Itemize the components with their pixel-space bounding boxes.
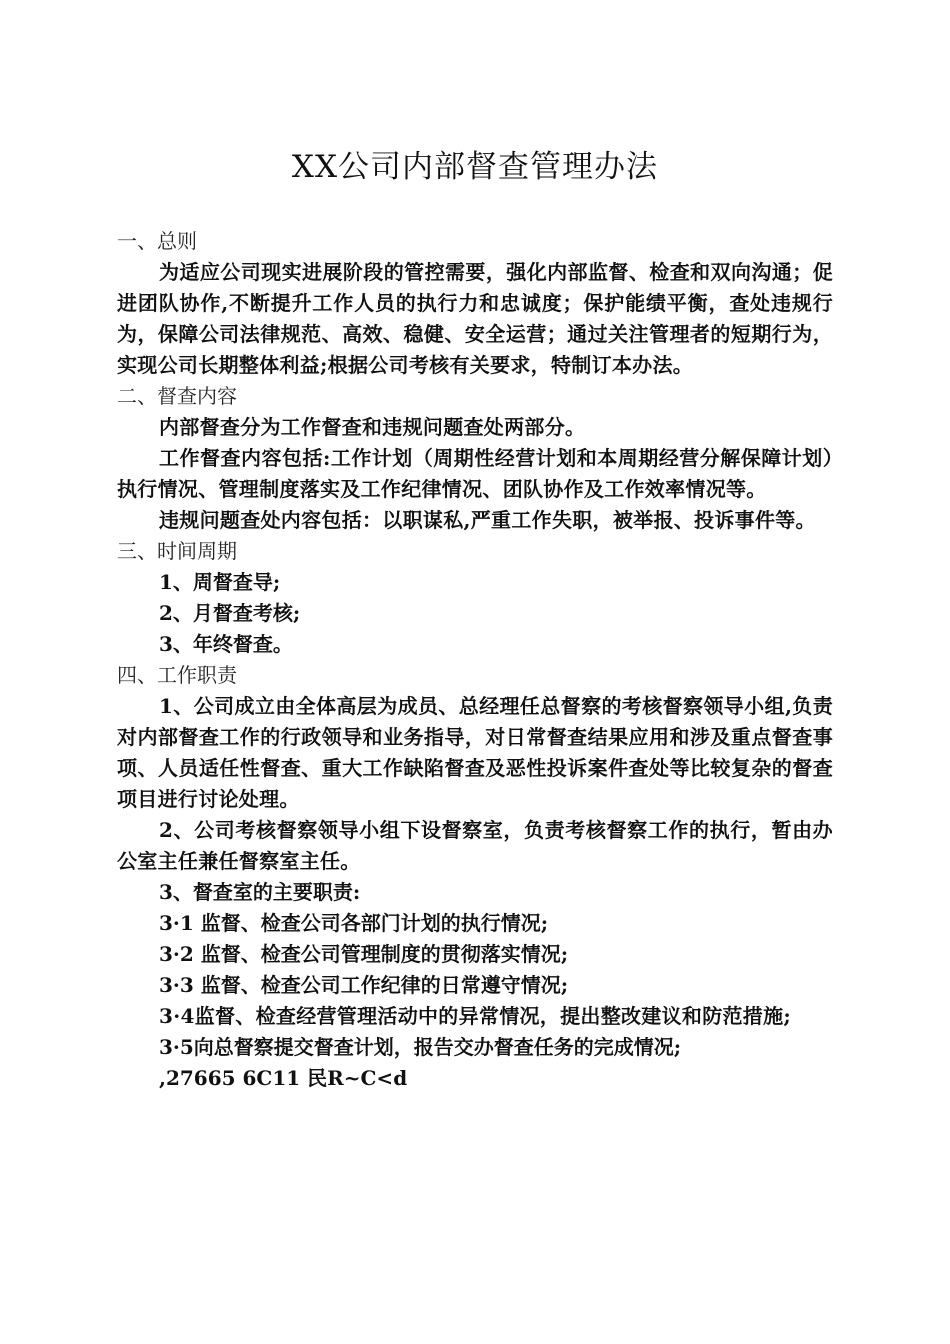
garbled-text-line: ,27665 6C11 民R~C<d <box>159 1066 408 1090</box>
document-title: XX公司内部督查管理办法 <box>291 149 659 185</box>
section-heading-period: 三、时间周期 <box>117 539 237 563</box>
period-item-3: 3、年终督查。 <box>159 632 293 656</box>
general-paragraph: 为适应公司现实进展阶段的管控需要，强化内部监督、检查和双向沟通；促进团队协作,不断提升工作人员的执行力和忠诚度；保护能绩平衡，查处违规行为，保障公司法律规范、高效、稳健、安全运营；通过关注管理者的短期行为，实现公司长期整体利益;根据公司考核有关要求，特制订本办法。 <box>117 260 833 377</box>
section-heading-duties: 四、工作职责 <box>117 663 237 687</box>
duties-paragraph-3: 3、督查室的主要职责: <box>159 880 361 904</box>
period-item-1: 1、周督查导; <box>159 570 281 594</box>
duties-item-3-5: 3·5向总督察提交督查计划，报告交办督查任务的完成情况; <box>159 1035 682 1059</box>
duties-paragraph-2: 2、公司考核督察领导小组下设督察室，负责考核督察工作的执行，暂由办公室主任兼任督察室主任。 <box>117 818 833 873</box>
period-item-2: 2、月督查考核; <box>159 601 301 625</box>
duties-item-3-4: 3·4监督、检查经营管理活动中的异常情况，提出整改建议和防范措施; <box>159 1004 792 1028</box>
duties-paragraph-1: 1、公司成立由全体高层为成员、总经理任总督察的考核督察领导小组,负责对内部督查工作的行政领导和业务指导，对日常督查结果应用和涉及重点督查事项、人员适任性督查、重大工作缺陷督查及恶性投诉案件查处等比较复杂的督查项目进行讨论处理。 <box>117 694 833 811</box>
duties-item-3-3: 3·3 监督、检查公司工作纪律的日常遵守情况; <box>159 973 569 997</box>
content-paragraph-1: 内部督查分为工作督查和违规问题查处两部分。 <box>159 415 586 439</box>
content-paragraph-2: 工作督查内容包括:工作计划（周期性经营计划和本周期经营分解保障计划）执行情况、管理制度落实及工作纪律情况、团队协作及工作效率情况等。 <box>117 446 833 501</box>
section-heading-general: 一、总则 <box>117 229 197 253</box>
document-body <box>117 226 833 1094</box>
duties-item-3-2: 3·2 监督、检查公司管理制度的贯彻落实情况; <box>159 942 569 966</box>
duties-item-3-1: 3·1 监督、检查公司各部门计划的执行情况; <box>159 911 549 935</box>
content-paragraph-3: 违规问题查处内容包括：以职谋私,严重工作失职，被举报、投诉事件等。 <box>159 508 816 532</box>
section-heading-content: 二、督查内容 <box>117 384 237 408</box>
